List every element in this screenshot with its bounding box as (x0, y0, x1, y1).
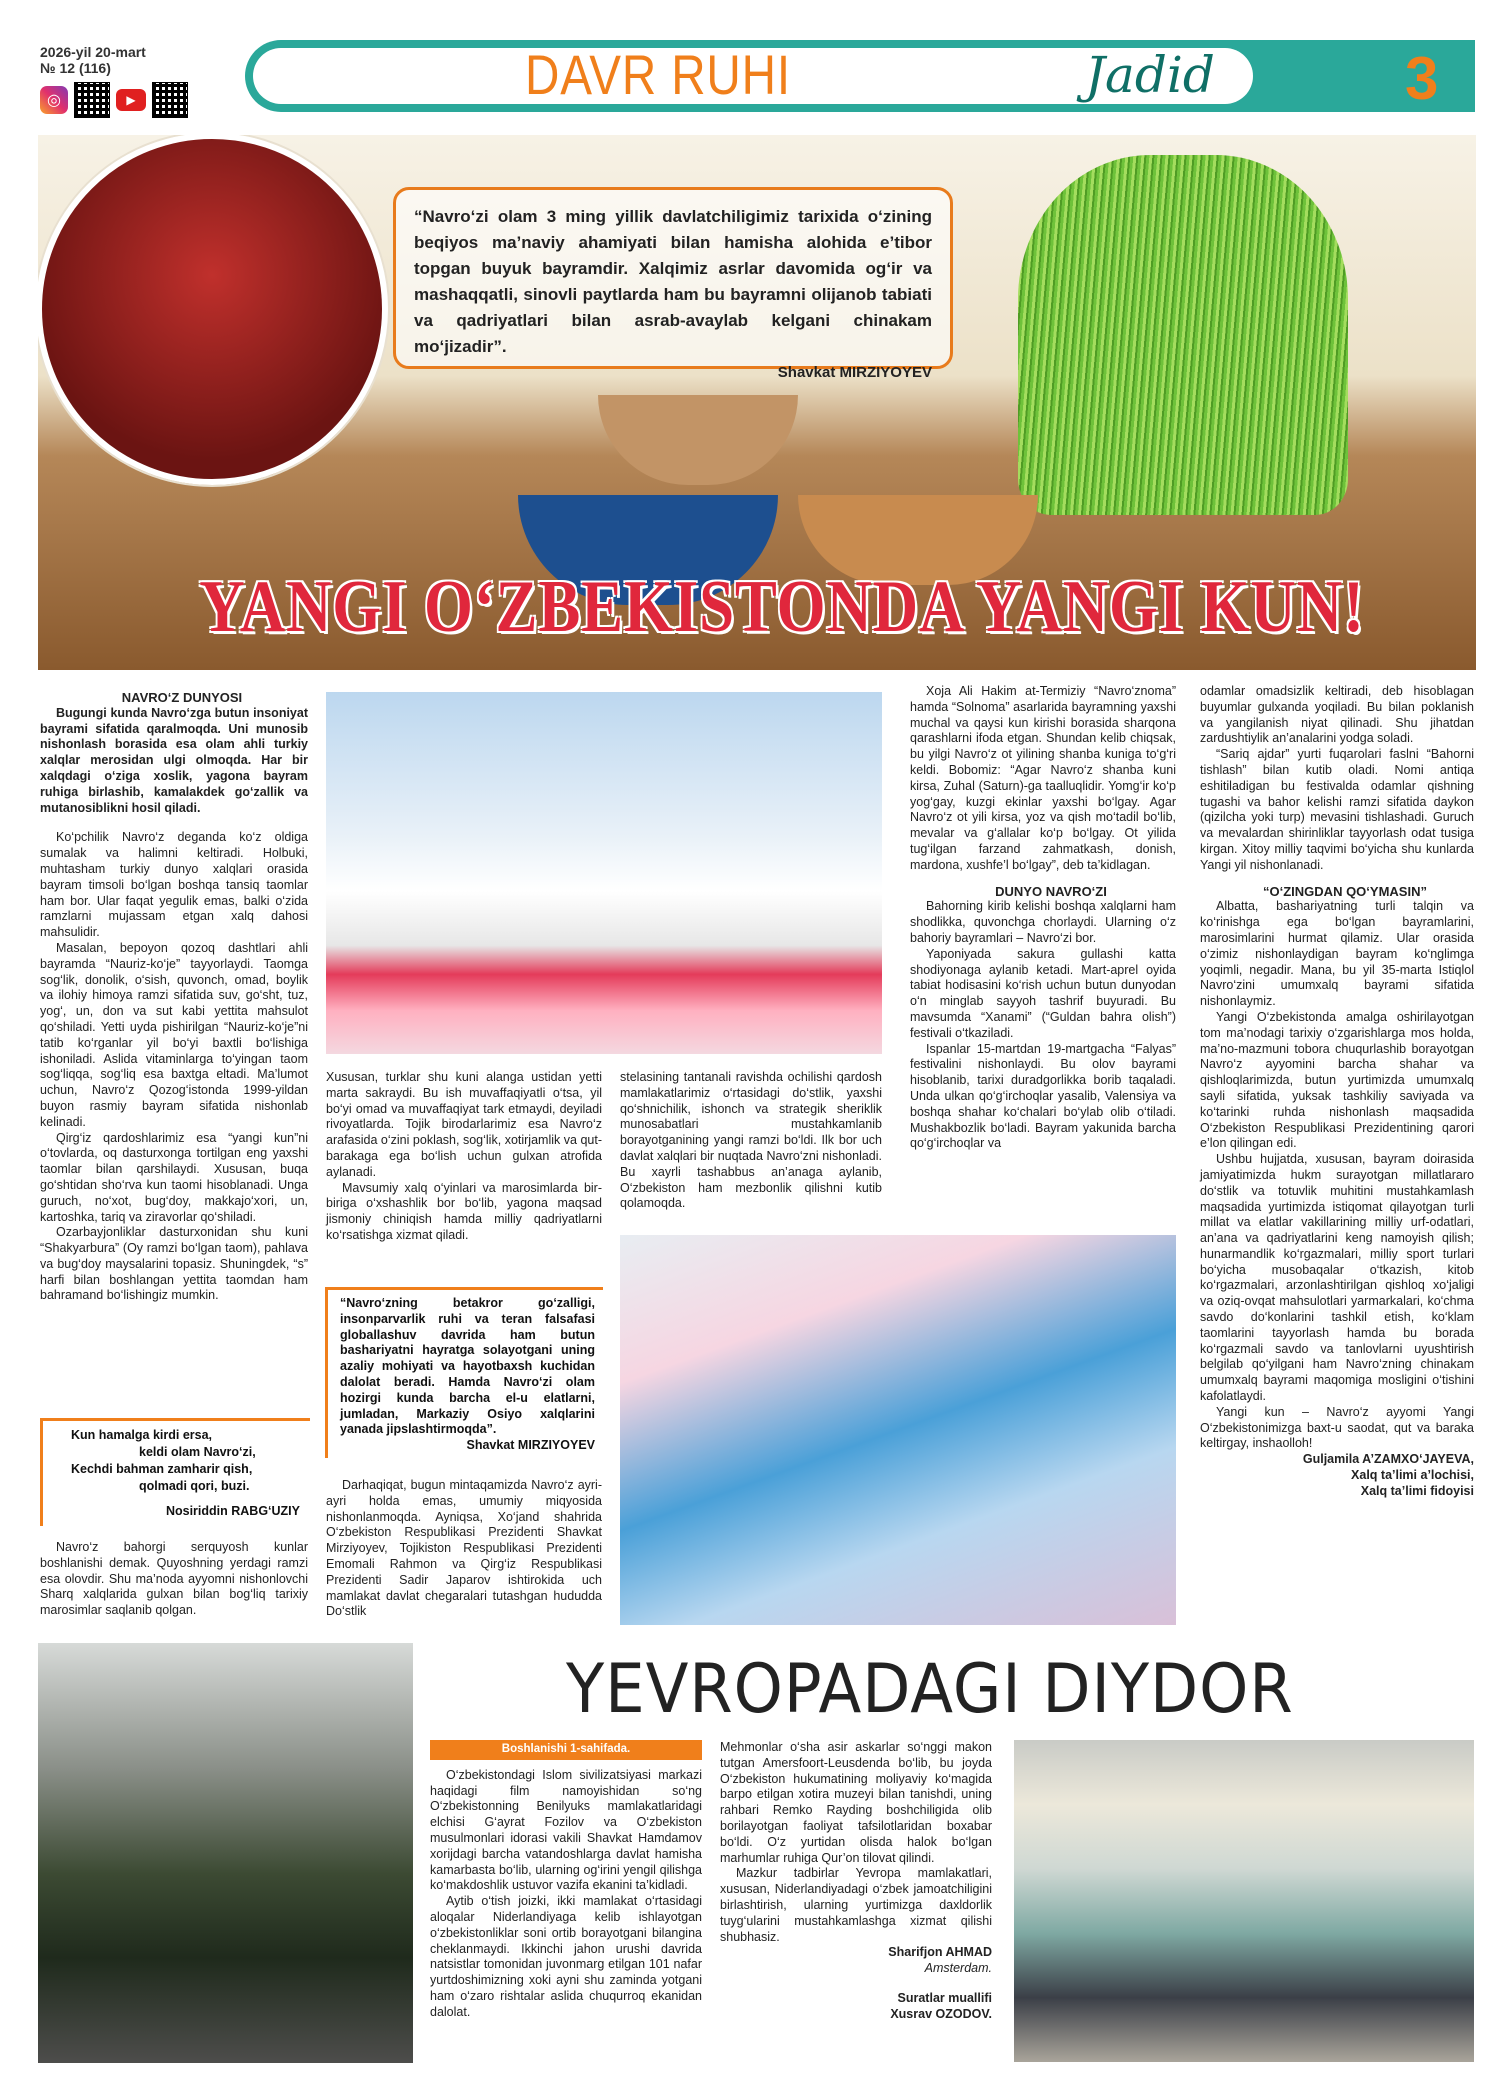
author-role: Xalq ta’limi a’lochisi, (1351, 1468, 1474, 1483)
hero-quote: “Navro‘zi olam 3 ming yillik davlatchiligimiz tarixida o‘zining beqiyos ma’naviy ahamiyati bilan hamisha alohida e’tibor topgan buyuk bayramdir. Xalqimiz asrlar davomida og‘ir va mashaqqatli, sinovli paytlarda ham bu bayramni olijanob tabiati va qadriyatlari bilan asrab-avaylab kelgani chinakam mo‘jizadir”. (414, 207, 932, 356)
photo-credit-name: Xusrav OZODOV. (890, 2006, 992, 2021)
paragraph: Yaponiyada sakura gullashi katta shodiyonaga aylanib ketadi. Mart-aprel oyida tabiat hodisasini ko‘rish uchun butun dunyodan o‘n minglab sayyoh tashrif buyuradi. Bu mavsumda “Xanami” (“Guldan bahra olish”) festivali o‘tkaziladi. (910, 946, 1176, 1040)
paragraph: Ushbu hujjatda, xususan, bayram doirasida jamiyatimizda hukm surayotgan millatlararo do‘stlik va totuvlik muhitini mustahkamlash maqsadida yurtimizda istiqomat qilayotgan turli millat va elatlar vakillarining milliy urf-odatlari, an’ana va qadriyatlarini keng namoyish qilish; hunarmandlik ko‘rgazmalari, milliy sport turlari bo‘yicha musobaqalar o‘tkazish, kitob ko‘rgazmalari, arzonlashtirilgan qishloq xo‘jaligi va oziq-ovqat mahsulotlari yarmarkalari, ko‘chma savdo do‘konlarini tashkil etish, ko‘klam taomlarini tayyorlash hamda bu borada ko‘rgazmali savdo va tanlovlarni uyushtirish belgilab qo‘yilgani ham Navro‘zning chinakam umumxalq bayrami maqomiga mosligini o‘tishini kafolatlaydi. (1200, 1152, 1474, 1404)
instagram-icon[interactable]: ◎ (40, 86, 68, 114)
paragraph: Ozarbayjonliklar dasturxonidan shu kuni “Shakyarbura” (Oy ramzi bo‘lgan taom), pahlava va bug‘doy maysalarini topasiz. Shuningdek, “s” harfi bilan boshlangan yettita taomdan ham bahramand bo‘lishingiz mumkin. (40, 1225, 308, 1303)
children-festival-photo (620, 1235, 1176, 1625)
article-column-1 (40, 690, 308, 1304)
qr-code-icon (74, 82, 110, 118)
poem-line: qolmadi qori, buzi. (139, 1479, 250, 1493)
wheatgrass-image (1018, 155, 1348, 515)
page-number: 3 (1405, 45, 1439, 112)
poem-line: keldi olam Navro‘zi, (139, 1445, 256, 1459)
paragraph: Ispanlar 15-martdan 19-martgacha “Falyas” festivalini nishonlaydi. Bu olov bayrami hisoblanib, tarixi duradgorlikka borib taqaladi. Unda ulkan qo‘g‘irchoqlar yasalib, Valensiya va boshqa shahar ko‘chalari bo‘ylab olib o‘tiladi. Mushakbozlik bo‘ladi. Bayram yakunida barcha qo‘g‘irchoqlar va (910, 1041, 1176, 1151)
paragraph: Albatta, bashariyatning turli talqin va ko‘rinishga ega bo‘lgan bayramlarini, marosimlarini hurmat qilamiz. Ular orasida o‘zimiz nishonlaydigan bayram ko‘nglimga yoqimli, negadir. Mana, bu yil 35-marta Istiqlol Navro‘zini umumxalq bayrami sifatida nishonlaymiz. (1200, 899, 1474, 1009)
festival-photo-circle (38, 135, 388, 485)
poem-line: Kun hamalga kirdi ersa, (71, 1428, 213, 1442)
article-column-3 (620, 1070, 882, 1212)
continued-tag: Boshlanishi 1-sahifada. (430, 1740, 702, 1760)
photo-credit-label: Suratlar muallifi (897, 1990, 992, 2005)
article-column-2 (326, 1070, 602, 1244)
author-name: Guljamila A’ZAMXO‘JAYEVA, (1302, 1452, 1474, 1467)
pull-quote-author: Shavkat MIRZIYOYEV (466, 1438, 595, 1453)
section-banner (245, 40, 1475, 112)
hero-quote-box (393, 187, 953, 381)
paragraph: Masalan, bepoyon qozoq dashtlari ahli bayramda “Nauriz-ko‘je” tayyorlaydi. Taomga sog‘lik, donolik, o‘sish, quvonch, omad, boylik va ilohiy himoya ramzi sifatida suv, go‘sht, tuz, yog‘, un, don va sut kabi yettita mahsulot qo‘shiladi. Yetti uyda pishirilgan “Nauriz-ko‘je”ni tatib ko‘rganlar yil bo‘yi baxtli bo‘lishiga ishoniladi. Aslida vitaminlarga to‘yingan taom sog‘liqqa, sog‘liq esa baxtga eltadi. Ma’lumot uchun, Navro‘z Qozog‘istonda 1999-yildan buyon rasmiy bayram sifatida nishonlab kelinadi. (40, 940, 308, 1129)
pull-quote-text: “Navro‘zning betakror go‘zalligi, insonparvarlik ruhi va teran falsafasi globallashuv davrida ham butun bashariyatni hayratga solayotgani uning azaliy mohiyati va hayotbaxsh kuchidan dalolat beradi. Hamda Navro‘zi olam hozirgi kunda barcha el-u elatlarni, jumladan, Markaziy Osiyo xalqlarini yanada jipslashtirmoqda”. (340, 1296, 595, 1437)
newspaper-logo: Jadid (1085, 46, 1215, 104)
article-column-2-end (326, 1478, 602, 1620)
article-column-4 (910, 684, 1176, 1152)
museum-visit-photo (1014, 1740, 1474, 2062)
section-heading: “O‘ZINGDAN QO‘YMASIN” (1263, 883, 1427, 899)
main-headline: YANGI O‘ZBEKISTONDA YANGI KUN! (199, 566, 1365, 648)
poem-author: Nosiriddin RABG‘UZIY (165, 1504, 300, 1518)
paragraph: Darhaqiqat, bugun mintaqamizda Navro‘z ayri-ayri holda emas, umumiy miqyosida nishonlanmoqda. Ayniqsa, Xo‘jand shahrida O‘zbekiston Respublikasi Prezidenti Shavkat Mirziyoyev, Tojikiston Respublikasi Prezidenti Emomali Rahmon va Qirg‘iz Respublikasi Prezidenti Sadir Japarov ishtirokida uch mamlakat davlat chegaralari tutashgan hududda Do‘stlik (326, 1478, 602, 1619)
paragraph: Bahorning kirib kelishi boshqa xalqlarni ham shodlikka, quvonchga chorlaydi. Ularning o‘z bahoriy bayramlari – Navro‘zi bor. (910, 899, 1176, 945)
paragraph: Qirg‘iz qardoshlarimiz esa “yangi kun”ni o‘tovlarda, oq dasturxonga tortilgan eng yaxshi taomlar bilan qarshilaydi. Xususan, buqa go‘shtidan sho‘rva kun taomi hisoblanadi. Unga guruch, no‘xot, bug‘doy, makkajo‘xori, un, kartoshka, tariq va ziravorlar qo‘shiladi. (40, 1130, 308, 1224)
section-heading: NAVRO‘Z DUNYOSI (121, 690, 243, 705)
masthead-info (40, 44, 240, 118)
paragraph: Ko‘pchilik Navro‘z deganda ko‘z oldiga sumalak va halimni keltiradi. Holbuki, muhtasham turkiy dunyo xalqlari orasida bayram timsoli bo‘lgan boshqa tansiq taomlar ham bor. Ular faqat yegulik emas, balki o‘zida ramzlarni mujassam etgan xalq dahosi mahsulidir. (40, 830, 308, 940)
issue-number: № 12 (116) (40, 60, 111, 76)
pull-quote (325, 1287, 603, 1458)
youtube-icon[interactable]: ▶ (116, 89, 146, 111)
hero-image (38, 135, 1476, 670)
paragraph: Mehmonlar o‘sha asir askarlar so‘nggi makon tutgan Amersfoort-Leusdenda bo‘lib, bu joyda O‘zbekiston hukumatining moliyaviy ko‘magida barpo etilgan xotira muzeyi bilan tanishdi, uning rahbari Remko Rayding boshchiligida olib borilayotgan faoliyat tafsilotlaridan boxabar bo‘ldi. O‘z yurtidan olisda halok bo‘lgan marhumlar ruhiga Qur’on tilovat qilindi. (720, 1740, 992, 1865)
qr-code-icon (152, 82, 188, 118)
poem-line: Kechdi bahman zamharir qish, (71, 1462, 253, 1476)
paragraph: Yangi O‘zbekistonda amalga oshirilayotgan tom ma’nodagi tarixiy o‘zgarishlarga mos holda, ma’no-mazmuni tobora chuqurlashib borayotgan Navro‘z ayyomini barcha shahar va qishloqlarimizda, butun yurtimizda umumxalq sayli sifatida, yuksak tashkiliy saviyada va ko‘tarinki ruhda nishonlash maqsadida O‘zbekiston Respublikasi Prezidentining qarori e’lon qilingan edi. (1200, 1009, 1474, 1151)
hero-quote-author: Shavkat MIRZIYOYEV (777, 364, 932, 381)
paragraph: “Sariq ajdar” yurti fuqarolari faslni “Bahorni tishlash” bilan kutib oladi. Nomi antiqa eshitiladigan bu festivalda odamlar qishning tugashi va bahor kelishi ramzi sifatida daykon (qizilcha yoki turp) mevasini tishlashadi. Guruch va mevalardan shirinliklar tayyorlash odat tusiga kirgan. Xitoy milliy taqvimi bo‘yicha shu kunlarda Yangi yil nishonlanadi. (1200, 747, 1474, 872)
navruz-stage-photo (326, 692, 882, 1054)
dried-fruit-bowl (598, 395, 798, 485)
paragraph: Aytib o‘tish joizki, ikki mamlakat o‘rtasidagi aloqalar Niderlandiyaga kelib ishlayotgan o‘zbekistonliklar soni ortib borayotgani bilangina cheklanmaydi. Ikkinchi jahon urushi davrida natsistlar tomonidan juvonmarg etilgan 101 nafar yurtdoshimizning xoki ayni shu zaminda yotgani ham o‘zaro rishtalar aslida chuqurroq ekanidan dalolat. (430, 1894, 702, 2019)
paragraph: odamlar omadsizlik keltiradi, deb hisoblagan buyumlar gulxanda yoqiladi. Bu bilan poklanish va yangilanish niyat qilinadi. Shu jihatdan zardushtiylik an’analarini yodga soladi. (1200, 684, 1474, 746)
paragraph: Xususan, turklar shu kuni alanga ustidan yetti marta sakraydi. Bu ish muvaffaqiyatli o‘tsa, yil bo‘yi omad va muvaffaqiyat tark etmaydi, deyiladi rivoyatlarda. Tojik birodarlarimiz esa Navro‘z arafasida o‘zini poklash, sog‘lik, xotirjamlik va qut-barakaga ega bo‘lish uchun gulxan atrofida aylanadi. (326, 1070, 602, 1179)
paragraph: Mavsumiy xalq o‘yinlari va marosimlarda bir-biriga o‘xshashlik bor bo‘lib, yagona maqsad jismoniy chiniqish hamda milliy qadriyatlarni ko‘rsatishga xizmat qiladi. (326, 1180, 602, 1242)
paragraph: Mazkur tadbirlar Yevropa mamlakatlari, xususan, Niderlandiyadagi o‘zbek jamoatchiligini birlashtirish, ularning yurtimizga daxldorlik tuyg‘ularini mustahkamlashga xizmat qilishi shubhasiz. (720, 1866, 992, 1944)
section-title: DAVR RUHI (525, 43, 791, 106)
issue-date: 2026-yil 20-mart (40, 44, 146, 60)
article-column-1-end (40, 1540, 308, 1619)
article-title: YEVROPADAGI DIYDOR (566, 1650, 1294, 1729)
author-role: Xalq ta’limi fidoyisi (1360, 1483, 1474, 1498)
author-name: Sharifjon AHMAD (888, 1945, 992, 1960)
paragraph: Yangi kun – Navro‘z ayyomi Yangi O‘zbekistonimizga baxt-u saodat, qut va baraka keltirgay, inshaolloh! (1200, 1404, 1474, 1451)
poem-box (40, 1418, 310, 1526)
article2-column-2 (720, 1740, 992, 2023)
memorial-group-photo (38, 1643, 413, 2063)
social-links (40, 82, 240, 118)
paragraph: Xoja Ali Hakim at-Termiziy “Navro‘znoma” hamda “Solnoma” asarlarida bayramning yaxshi muchal va qaysi kun kirishi borasida sharqona qarashlarni ifoda etgan. Shundan kelib chiqsak, bu yilgi Navro‘z ot yilining shanba kuniga to‘g‘ri keldi. Bobomiz: “Agar Navro‘z shanba kuni kirsa, Zuhal (Saturn)-ga taalluqlidir. Yomg‘ir ko‘p yog‘gay, kuzgi ekinlar yaxshi bo‘lgay. Agar Navro‘z ot yili kirsa, yoz va qish mo‘tadil bo‘lib, mevalar va g‘allalar ko‘p bo‘lgay. Ot yilida tug‘ilgan farzand zahmatkash, donish, mardona, xushfe’l bo‘lgay”, deb ta’kidlagan. (910, 684, 1176, 872)
lead-paragraph: Bugungi kunda Navro‘zga butun insoniyat bayrami sifatida qaralmoqda. Uni munosib nishonlash borasida esa olam ahli turkiy xalqlar merosidan ulgi olmoqda. Har bir xalqdagi o‘ziga xoslik, yagona bayram ruhiga birlashib, kamalakdek go‘zallik va mutanosiblikni hosil qiladi. (40, 705, 308, 815)
section-heading: DUNYO NAVRO‘ZI (995, 883, 1107, 899)
article-column-5 (1200, 684, 1474, 1500)
paragraph: O‘zbekistondagi Islom sivilizatsiyasi markazi haqidagi film namoyishidan so‘ng O‘zbekistonning Benilyuks mamlakatlaridagi elchisi G‘ayrat Fozilov va O‘zbekiston musulmonlari idorasi vakili Shavkat Hamdamov xorijdagi barcha vatandoshlarga davlat hamisha kamarbasta bo‘lib, ularning og‘irini yengil qilishga ko‘makdoshlik ustuvor vazifa ekanini ta’kidladi. (430, 1767, 702, 1893)
paragraph: stelasining tantanali ravishda ochilishi qardosh mamlakatlarimiz o‘rtasidagi do‘stlik, yaxshi qo‘shnichilik, ishonch va strategik sheriklik munosabatlari mustahkamlanib borayotganining yangi ramzi bo‘ldi. Ilk bor uch davlat xalqlari bir nuqtada Navro‘zni nishonladi. Bu xayrli tashabbus an’anaga aylanib, O‘zbekiston ham mezbonlik qilishni kutib qolamoqda. (620, 1070, 882, 1211)
author-place: Amsterdam. (924, 1961, 992, 1976)
article2-column-1 (430, 1740, 702, 2021)
paragraph: Navro‘z bahorgi serquyosh kunlar boshlanishi demak. Quyoshning yerdagi ramzi esa olovdir. Shu ma’noda ayyomni nishonlovchi Sharq xalqlarida gulxan bilan bog‘liq tarixiy marosimlar saqlanib qolgan. (40, 1540, 308, 1618)
